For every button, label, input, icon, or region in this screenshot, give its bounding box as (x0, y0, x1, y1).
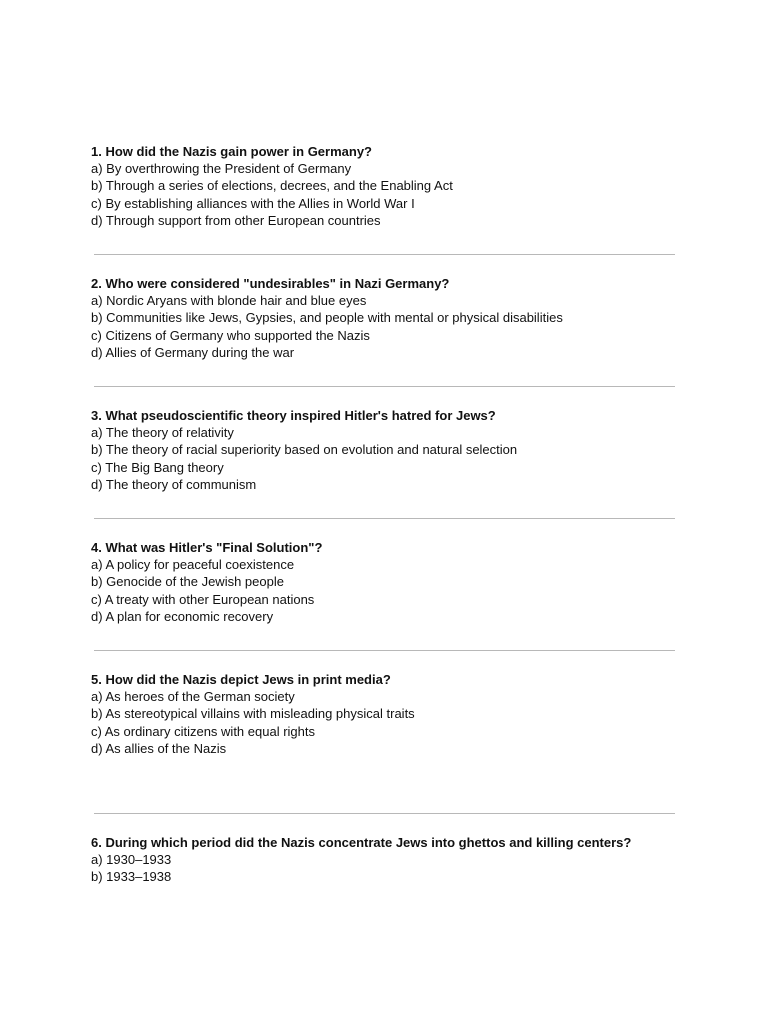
divider (94, 813, 675, 814)
answer-options (91, 424, 691, 493)
question-title: 4. What was Hitler's "Final Solution"? (91, 540, 323, 555)
answer-option-b: b) 1933–1938 (91, 869, 172, 885)
question-2 (91, 275, 691, 361)
answer-options (91, 292, 691, 361)
question-3 (91, 407, 691, 493)
answer-option-c: c) A treaty with other European nations (91, 591, 315, 607)
divider (94, 650, 675, 651)
answer-option-a: a) As heroes of the German society (91, 689, 295, 705)
question-title: 3. What pseudoscientific theory inspired Hitler's hatred for Jews? (91, 408, 496, 423)
answer-option-a: a) A policy for peaceful coexistence (91, 557, 295, 573)
question-1 (91, 143, 691, 229)
answer-option-d: d) The theory of communism (91, 476, 257, 492)
answer-option-c: c) The Big Bang theory (91, 459, 224, 475)
answer-option-c: c) By establishing alliances with the Allies in World War I (91, 195, 415, 211)
answer-option-d: d) As allies of the Nazis (91, 740, 227, 756)
question-6 (91, 834, 691, 886)
answer-option-b: b) Genocide of the Jewish people (91, 574, 284, 590)
question-title: 1. How did the Nazis gain power in Germany? (91, 144, 372, 159)
divider (94, 518, 675, 519)
answer-option-d: d) A plan for economic recovery (91, 608, 274, 624)
answer-option-b: b) Communities like Jews, Gypsies, and people with mental or physical disabilities (91, 310, 563, 326)
answer-options (91, 688, 691, 757)
answer-option-a: a) By overthrowing the President of Germany (91, 161, 352, 177)
answer-options (91, 160, 691, 229)
answer-option-c: c) Citizens of Germany who supported the Nazis (91, 327, 370, 343)
answer-option-a: a) 1930–1933 (91, 852, 172, 868)
question-5 (91, 671, 691, 757)
answer-option-c: c) As ordinary citizens with equal rights (91, 723, 315, 739)
answer-option-d: d) Allies of Germany during the war (91, 344, 295, 360)
answer-option-a: a) Nordic Aryans with blonde hair and blue eyes (91, 293, 367, 309)
question-title: 6. During which period did the Nazis concentrate Jews into ghettos and killing centers? (91, 835, 632, 850)
question-title: 5. How did the Nazis depict Jews in print media? (91, 672, 391, 687)
answer-option-b: b) Through a series of elections, decrees, and the Enabling Act (91, 178, 453, 194)
answer-option-a: a) The theory of relativity (91, 425, 234, 441)
answer-option-d: d) Through support from other European countries (91, 212, 381, 228)
question-4 (91, 539, 691, 625)
answer-option-b: b) As stereotypical villains with misleading physical traits (91, 706, 415, 722)
divider (94, 386, 675, 387)
divider (94, 254, 675, 255)
answer-options (91, 851, 691, 885)
answer-option-b: b) The theory of racial superiority based on evolution and natural selection (91, 442, 518, 458)
answer-options (91, 556, 691, 625)
question-title: 2. Who were considered "undesirables" in Nazi Germany? (91, 276, 450, 291)
